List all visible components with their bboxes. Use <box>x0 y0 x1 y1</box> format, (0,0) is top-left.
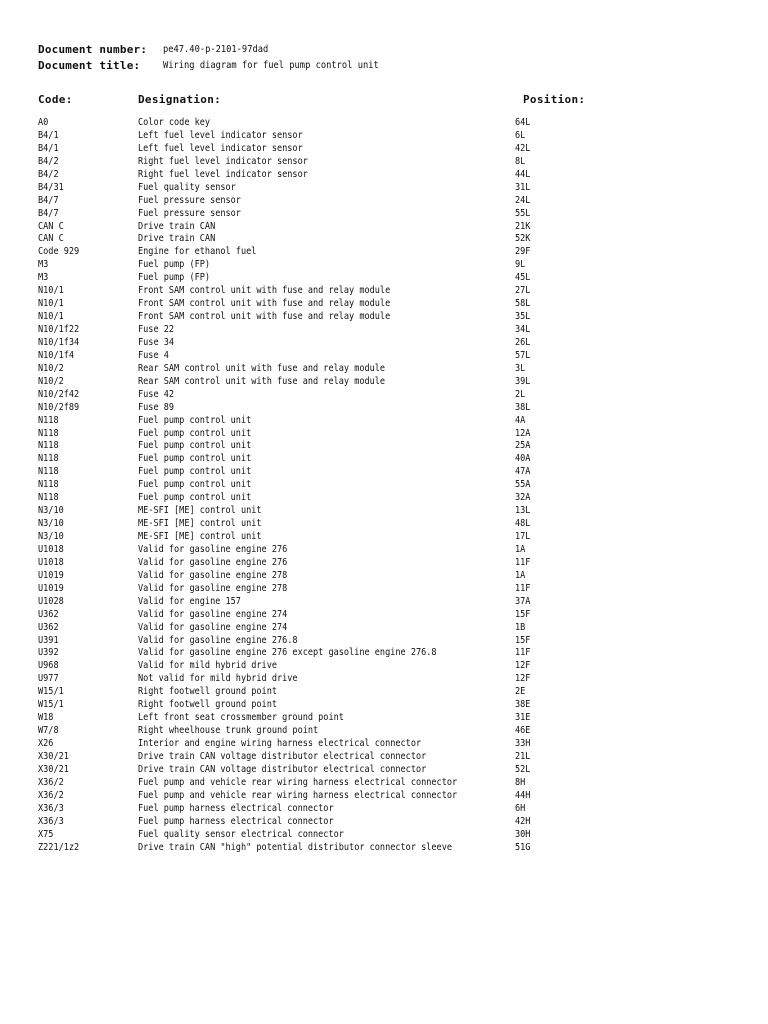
document-number-value: pe47.40-p-2101-97dad <box>163 44 269 55</box>
table-row <box>0 596 768 609</box>
component-position: 42L <box>515 142 531 154</box>
component-position: 11F <box>515 647 531 659</box>
component-code: U977 <box>38 673 59 685</box>
component-position: 58L <box>515 298 531 310</box>
component-position: 8H <box>515 776 526 788</box>
component-designation: Fuel pump harness electrical connector <box>138 815 334 827</box>
component-position: 1B <box>515 621 526 633</box>
table-row <box>0 195 768 208</box>
table-row <box>0 182 768 195</box>
component-designation: Right fuel level indicator sensor <box>138 155 308 167</box>
component-position: 24L <box>515 194 531 206</box>
component-position: 52K <box>515 233 531 245</box>
component-position: 31L <box>515 181 531 193</box>
component-code: X36/2 <box>38 789 64 801</box>
table-row <box>0 428 768 441</box>
component-code: M3 <box>38 259 49 271</box>
component-designation: Fuel pressure sensor <box>138 194 241 206</box>
table-row <box>0 686 768 699</box>
component-code: W18 <box>38 712 54 724</box>
component-code: U362 <box>38 621 59 633</box>
component-designation: Drive train CAN <box>138 220 216 232</box>
component-designation: Valid for gasoline engine 278 <box>138 569 288 581</box>
component-code: N10/2 <box>38 362 64 374</box>
component-designation: Valid for gasoline engine 278 <box>138 582 288 594</box>
component-code: N118 <box>38 479 59 491</box>
component-code: X30/21 <box>38 750 69 762</box>
component-position: 17L <box>515 531 531 542</box>
component-position: 13L <box>515 505 531 517</box>
component-designation: Left fuel level indicator sensor <box>138 142 303 154</box>
component-code: N10/1 <box>38 298 64 310</box>
component-code: X36/3 <box>38 815 64 827</box>
component-designation: Engine for ethanol fuel <box>138 246 257 258</box>
component-code: X26 <box>38 738 54 749</box>
component-position: 26L <box>515 336 531 348</box>
component-designation: Color code key <box>138 117 211 128</box>
table-row <box>0 647 768 660</box>
component-position: 9L <box>515 259 526 271</box>
component-code: U1028 <box>38 595 64 607</box>
component-table <box>0 117 768 854</box>
component-position: 35L <box>515 311 531 323</box>
component-designation: Rear SAM control unit with fuse and relay module <box>138 375 386 387</box>
component-position: 38E <box>515 699 531 711</box>
table-row <box>0 583 768 596</box>
table-row <box>0 738 768 751</box>
component-designation: Fuel pump control unit <box>138 440 252 452</box>
component-position: 4A <box>515 414 526 426</box>
table-row <box>0 829 768 842</box>
table-row <box>0 544 768 557</box>
component-position: 46E <box>515 725 531 737</box>
component-designation: Not valid for mild hybrid drive <box>138 673 298 685</box>
component-code: X75 <box>38 828 54 840</box>
component-code: U968 <box>38 660 59 672</box>
table-row <box>0 518 768 531</box>
component-position: 12A <box>515 427 531 439</box>
table-row <box>0 790 768 803</box>
component-position: 30H <box>515 828 531 840</box>
component-code: N3/10 <box>38 531 64 542</box>
table-row <box>0 751 768 764</box>
component-position: 33H <box>515 738 531 749</box>
column-header-position: Position: <box>523 93 586 106</box>
component-position: 51G <box>515 841 531 853</box>
component-code: N10/1f34 <box>38 336 80 348</box>
component-code: X36/2 <box>38 776 64 788</box>
component-code: W15/1 <box>38 699 64 711</box>
component-code: N3/10 <box>38 505 64 517</box>
component-position: 21L <box>515 750 531 762</box>
table-row <box>0 622 768 635</box>
component-designation: Fuel quality sensor electrical connector <box>138 828 344 840</box>
table-row <box>0 415 768 428</box>
table-row <box>0 221 768 234</box>
component-designation: Fuse 22 <box>138 324 175 335</box>
table-row <box>0 764 768 777</box>
component-designation: Valid for gasoline engine 274 <box>138 608 288 620</box>
component-position: 47A <box>515 466 531 478</box>
table-row <box>0 673 768 686</box>
component-code: N118 <box>38 427 59 439</box>
component-position: 3L <box>515 362 526 374</box>
table-row <box>0 285 768 298</box>
component-code: X30/21 <box>38 763 69 775</box>
component-position: 2L <box>515 388 526 400</box>
component-code: X36/3 <box>38 802 64 814</box>
component-code: B4/2 <box>38 168 59 180</box>
component-code: M3 <box>38 272 49 284</box>
document-number-label: Document number: <box>38 43 148 56</box>
component-designation: Fuel pump and vehicle rear wiring harness electrical connector <box>138 776 458 788</box>
component-code: Code 929 <box>38 246 80 258</box>
table-row <box>0 389 768 402</box>
component-position: 11F <box>515 556 531 568</box>
component-position: 1A <box>515 569 526 581</box>
component-position: 38L <box>515 401 531 413</box>
component-code: B4/7 <box>38 207 59 219</box>
table-row <box>0 246 768 259</box>
component-position: 44H <box>515 789 531 801</box>
component-position: 40A <box>515 453 531 465</box>
component-position: 11F <box>515 582 531 594</box>
component-designation: Valid for mild hybrid drive <box>138 660 277 672</box>
component-position: 32A <box>515 492 531 504</box>
component-position: 12F <box>515 660 531 672</box>
table-row <box>0 531 768 544</box>
table-row <box>0 570 768 583</box>
component-designation: Rear SAM control unit with fuse and relay module <box>138 362 386 374</box>
table-row <box>0 169 768 182</box>
table-row <box>0 557 768 570</box>
table-row <box>0 803 768 816</box>
table-row <box>0 117 768 130</box>
table-row <box>0 350 768 363</box>
component-designation: Fuel pump control unit <box>138 466 252 478</box>
component-code: N3/10 <box>38 518 64 530</box>
component-designation: Valid for gasoline engine 276 <box>138 556 288 568</box>
component-designation: Fuel pump and vehicle rear wiring harness electrical connector <box>138 789 458 801</box>
component-code: N10/1f4 <box>38 349 75 361</box>
component-position: 15F <box>515 634 531 646</box>
component-designation: Left fuel level indicator sensor <box>138 129 303 141</box>
table-row <box>0 156 768 169</box>
component-position: 6H <box>515 802 526 814</box>
component-position: 15F <box>515 608 531 620</box>
component-code: N10/1 <box>38 311 64 323</box>
component-designation: Fuel pump (FP) <box>138 272 211 284</box>
table-row <box>0 453 768 466</box>
component-designation: Valid for gasoline engine 276.8 <box>138 634 298 646</box>
component-designation: Drive train CAN voltage distributor electrical connector <box>138 763 427 775</box>
column-header-designation: Designation: <box>138 93 222 106</box>
component-code: U1019 <box>38 569 64 581</box>
component-position: 39L <box>515 375 531 387</box>
component-designation: Valid for engine 157 <box>138 595 241 607</box>
component-designation: Left front seat crossmember ground point <box>138 712 344 724</box>
component-code: N118 <box>38 492 59 504</box>
table-row <box>0 272 768 285</box>
component-designation: Fuel pump control unit <box>138 414 252 426</box>
component-code: B4/2 <box>38 155 59 167</box>
component-position: 27L <box>515 285 531 297</box>
component-code: N10/1f22 <box>38 324 80 335</box>
component-designation: Valid for gasoline engine 274 <box>138 621 288 633</box>
table-row <box>0 725 768 738</box>
component-designation: Drive train CAN "high" potential distributor connector sleeve <box>138 841 453 853</box>
table-row <box>0 402 768 415</box>
component-designation: Fuel pressure sensor <box>138 207 241 219</box>
table-row <box>0 777 768 790</box>
component-designation: Right wheelhouse trunk ground point <box>138 725 319 737</box>
table-row <box>0 233 768 246</box>
component-code: W7/8 <box>38 725 59 737</box>
table-row <box>0 712 768 725</box>
component-designation: Drive train CAN voltage distributor electrical connector <box>138 750 427 762</box>
component-designation: ME-SFI [ME] control unit <box>138 505 262 517</box>
component-designation: Fuel pump control unit <box>138 453 252 465</box>
component-designation: Fuel pump control unit <box>138 479 252 491</box>
component-position: 44L <box>515 168 531 180</box>
table-row <box>0 505 768 518</box>
table-row <box>0 298 768 311</box>
column-header-code: Code: <box>38 93 73 106</box>
component-position: 21K <box>515 220 531 232</box>
table-row <box>0 492 768 505</box>
component-position: 25A <box>515 440 531 452</box>
component-code: U391 <box>38 634 59 646</box>
table-row <box>0 440 768 453</box>
component-position: 6L <box>515 129 526 141</box>
table-row <box>0 479 768 492</box>
component-code: U1018 <box>38 543 64 555</box>
component-position: 34L <box>515 324 531 335</box>
table-row <box>0 130 768 143</box>
component-designation: Fuel pump harness electrical connector <box>138 802 334 814</box>
component-code: U1018 <box>38 556 64 568</box>
component-designation: Right fuel level indicator sensor <box>138 168 308 180</box>
component-code: N118 <box>38 414 59 426</box>
table-row <box>0 143 768 156</box>
table-row <box>0 363 768 376</box>
component-designation: Valid for gasoline engine 276 except gasoline engine 276.8 <box>138 647 437 659</box>
component-code: CAN C <box>38 233 64 245</box>
document-title-label: Document title: <box>38 59 141 72</box>
component-position: 37A <box>515 595 531 607</box>
component-position: 1A <box>515 543 526 555</box>
component-code: B4/31 <box>38 181 64 193</box>
table-row <box>0 699 768 712</box>
component-position: 55L <box>515 207 531 219</box>
component-designation: Fuse 4 <box>138 349 169 361</box>
table-row <box>0 208 768 221</box>
component-code: W15/1 <box>38 686 64 698</box>
component-designation: Fuse 42 <box>138 388 175 400</box>
component-code: B4/1 <box>38 129 59 141</box>
component-designation: Fuel pump control unit <box>138 427 252 439</box>
component-designation: Fuel pump (FP) <box>138 259 211 271</box>
component-position: 48L <box>515 518 531 530</box>
component-code: N10/2 <box>38 375 64 387</box>
component-code: N10/2f42 <box>38 388 80 400</box>
table-row <box>0 324 768 337</box>
component-designation: Drive train CAN <box>138 233 216 245</box>
component-position: 2E <box>515 686 526 698</box>
component-code: U1019 <box>38 582 64 594</box>
component-designation: Front SAM control unit with fuse and relay module <box>138 285 391 297</box>
component-designation: Fuse 89 <box>138 401 175 413</box>
component-designation: ME-SFI [ME] control unit <box>138 531 262 542</box>
table-row <box>0 816 768 829</box>
table-row <box>0 376 768 389</box>
component-designation: Interior and engine wiring harness electrical connector <box>138 738 422 749</box>
table-row <box>0 259 768 272</box>
component-designation: Right footwell ground point <box>138 699 277 711</box>
component-code: U392 <box>38 647 59 659</box>
document-title-value: Wiring diagram for fuel pump control unit <box>163 60 379 71</box>
component-designation: Front SAM control unit with fuse and relay module <box>138 298 391 310</box>
component-designation: Fuel pump control unit <box>138 492 252 504</box>
component-designation: ME-SFI [ME] control unit <box>138 518 262 530</box>
component-code: N118 <box>38 466 59 478</box>
component-position: 52L <box>515 763 531 775</box>
table-row <box>0 609 768 622</box>
component-designation: Valid for gasoline engine 276 <box>138 543 288 555</box>
component-code: N118 <box>38 440 59 452</box>
component-designation: Front SAM control unit with fuse and relay module <box>138 311 391 323</box>
component-position: 42H <box>515 815 531 827</box>
table-row <box>0 635 768 648</box>
component-code: B4/7 <box>38 194 59 206</box>
component-designation: Fuel quality sensor <box>138 181 236 193</box>
component-position: 55A <box>515 479 531 491</box>
component-position: 29F <box>515 246 531 258</box>
table-row <box>0 660 768 673</box>
component-position: 45L <box>515 272 531 284</box>
component-designation: Fuse 34 <box>138 336 175 348</box>
component-position: 8L <box>515 155 526 167</box>
table-row <box>0 337 768 350</box>
table-row <box>0 466 768 479</box>
component-code: N10/2f89 <box>38 401 80 413</box>
table-row <box>0 842 768 855</box>
component-code: CAN C <box>38 220 64 232</box>
component-code: Z221/1z2 <box>38 841 80 853</box>
component-code: N118 <box>38 453 59 465</box>
component-position: 64L <box>515 117 531 128</box>
component-code: B4/1 <box>38 142 59 154</box>
component-code: N10/1 <box>38 285 64 297</box>
component-code: A0 <box>38 117 49 128</box>
table-row <box>0 311 768 324</box>
component-position: 12F <box>515 673 531 685</box>
component-designation: Right footwell ground point <box>138 686 277 698</box>
component-position: 57L <box>515 349 531 361</box>
component-position: 31E <box>515 712 531 724</box>
component-code: U362 <box>38 608 59 620</box>
